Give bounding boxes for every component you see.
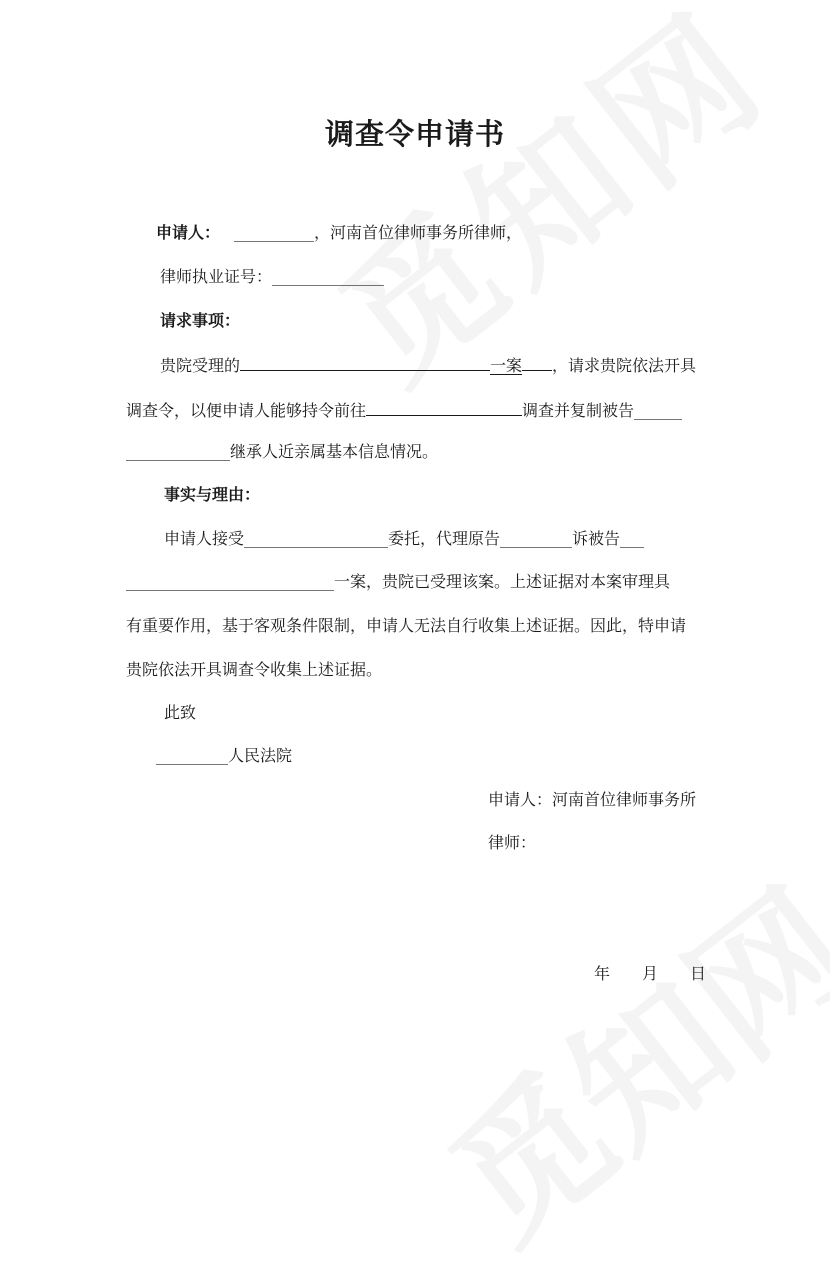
request-text-c: 调查令，以便申请人能够持令前往 [126, 401, 367, 420]
request-line-3: _____________继承人近亲属基本信息情况。 [126, 442, 439, 461]
date-day: 日 [690, 964, 707, 983]
date-line [594, 963, 706, 985]
request-heading: 请求事项： [160, 311, 241, 330]
license-line [160, 266, 384, 288]
request-text-a: 贵院受理的 [160, 356, 241, 375]
document-title: 调查令申请书 [324, 117, 505, 151]
case-blank [240, 352, 490, 371]
facts-line-1: 申请人接受__________________委托，代理原告_________诉被告___ [164, 529, 645, 548]
applicant-name-blank: __________ [234, 223, 315, 242]
request-line-1 [160, 352, 696, 377]
applicant-line [156, 222, 522, 244]
signature-lawyer: 律师： [488, 833, 537, 852]
applicant-firm-text: ，河南首位律师事务所律师， [314, 223, 523, 242]
signature-applicant: 申请人：河南首位律师事务所 [488, 790, 697, 809]
request-text-d: 调查并复制被告______ [522, 401, 683, 420]
case-tail-blank [522, 352, 552, 371]
facts-line-4: 贵院依法开具调查令收集上述证据。 [126, 660, 383, 679]
date-year: 年 [594, 964, 611, 983]
facts-heading: 事实与理由： [164, 485, 261, 504]
court-line: _________人民法院 [156, 746, 293, 765]
request-text-b: ，请求贵院依法开具 [552, 356, 697, 375]
facts-line-3: 有重要作用，基于客观条件限制，申请人无法自行收集上述证据。因此，特申请 [126, 616, 687, 635]
facts-line-2: __________________________一案，贵院已受理该案。上述证据对本案审理具 [126, 572, 671, 591]
location-blank [366, 397, 522, 416]
closing-text: 此致 [164, 703, 197, 722]
license-label: 律师执业证号： [160, 267, 273, 286]
applicant-label: 申请人： [156, 223, 221, 242]
request-line-2 [126, 397, 682, 422]
watermark [400, 833, 830, 1280]
case-suffix: 一案 [490, 356, 523, 375]
license-blank: ______________ [272, 267, 385, 286]
date-month: 月 [642, 964, 659, 983]
